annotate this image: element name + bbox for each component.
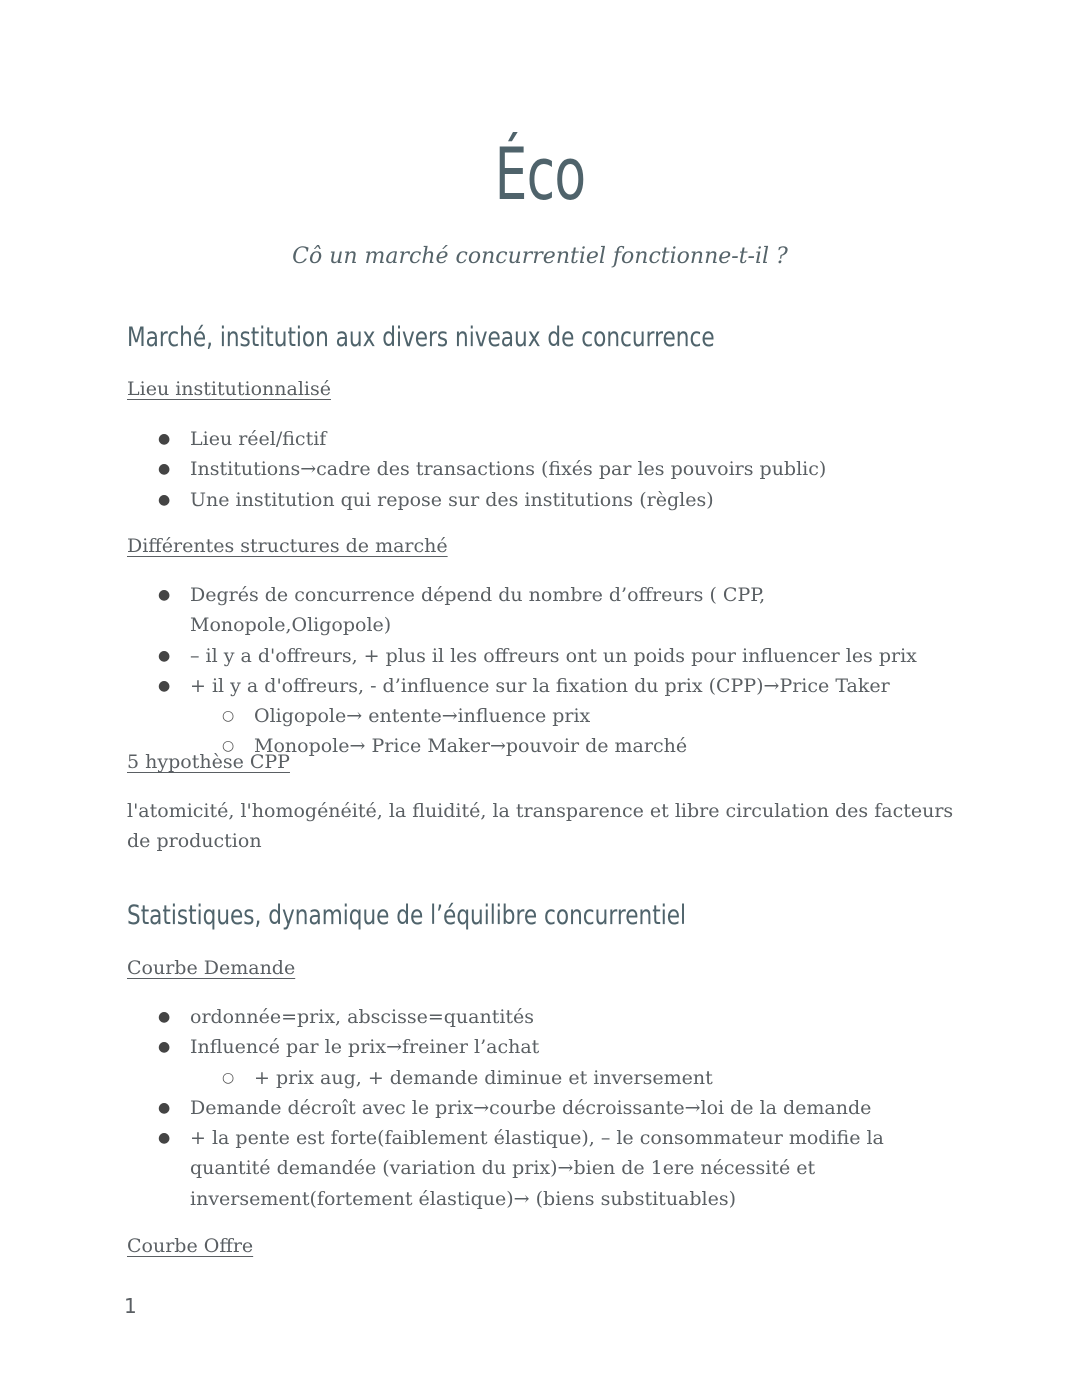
hollow-bullet-icon: ○ <box>222 738 235 755</box>
list-subitem: ○ Oligopole→ entente→influence prix <box>0 701 954 731</box>
subheading-structures: Différentes structures de marché <box>127 535 448 557</box>
bullet-icon: ● <box>158 431 171 447</box>
subheading-lieu: Lieu institutionnalisé <box>127 378 331 400</box>
list-item: ● Influencé par le prix→freiner l’achat <box>0 1032 950 1062</box>
bullet-icon: ● <box>158 491 171 508</box>
list-subitem: ○ + prix aug, + demande diminue et inversement <box>0 1063 954 1093</box>
hollow-bullet-icon: ○ <box>222 1069 235 1086</box>
list-item: ● Demande décroît avec le prix→courbe décroissante→loi de la demande <box>0 1093 950 1123</box>
list-item: ● – il y a d'offreurs, + plus il les offreurs ont un poids pour influencer les prix <box>0 641 950 671</box>
list-item: ● Institutions→cadre des transactions (fixés par les pouvoirs public) <box>0 454 950 484</box>
bullet-icon: ● <box>158 587 171 603</box>
bullet-icon: ● <box>158 1099 171 1116</box>
bullet-icon: ● <box>158 1130 171 1147</box>
list-item: ● Degrés de concurrence dépend du nombre d’offreurs ( CPP, Monopole,Oligopole) <box>0 580 950 641</box>
list-item: ● + la pente est forte(faiblement élastique), – le consommateur modifie la quantité demandée (variation du prix)→bien de 1ere nécessité et inversement(fortement élastique)→ (biens substituables) <box>0 1123 950 1214</box>
document-subtitle: Cô un marché concurrentiel fonctionne-t-il ? <box>292 244 788 269</box>
document-title: Éco <box>494 132 586 216</box>
section-heading-statistiques: Statistiques, dynamique de l’équilibre concurrentiel <box>127 900 686 931</box>
subheading-offre: Courbe Offre <box>127 1235 254 1257</box>
list-subitem: ○ Monopole→ Price Maker→pouvoir de marché <box>0 731 954 761</box>
hollow-bullet-icon: ○ <box>222 708 235 725</box>
bullet-icon: ● <box>158 647 171 664</box>
list-item: ● Lieu réel/fictif <box>0 424 950 454</box>
list-item: ● Une institution qui repose sur des institutions (règles) <box>0 485 950 515</box>
bullet-icon: ● <box>158 1039 171 1056</box>
bullet-icon: ● <box>158 1009 171 1025</box>
list-demande <box>0 1002 954 1214</box>
list-item: ● + il y a d'offreurs, - d’influence sur la fixation du prix (CPP)→Price Taker <box>0 671 950 701</box>
bullet-icon: ● <box>158 461 171 478</box>
list-lieu <box>0 424 950 515</box>
bullet-icon: ● <box>158 677 171 694</box>
section-heading-marche: Marché, institution aux divers niveaux de concurrence <box>127 322 715 353</box>
hypotheses-paragraph: l'atomicité, l'homogénéité, la fluidité, la transparence et libre circulation des facteurs de production <box>127 800 954 852</box>
subheading-demande: Courbe Demande <box>127 957 296 979</box>
page-number: 1 <box>124 1294 137 1318</box>
list-item: ● ordonnée=prix, abscisse=quantités <box>0 1002 950 1032</box>
list-structures <box>0 580 954 762</box>
subheading-hypotheses: 5 hypothèse CPP <box>127 751 290 773</box>
